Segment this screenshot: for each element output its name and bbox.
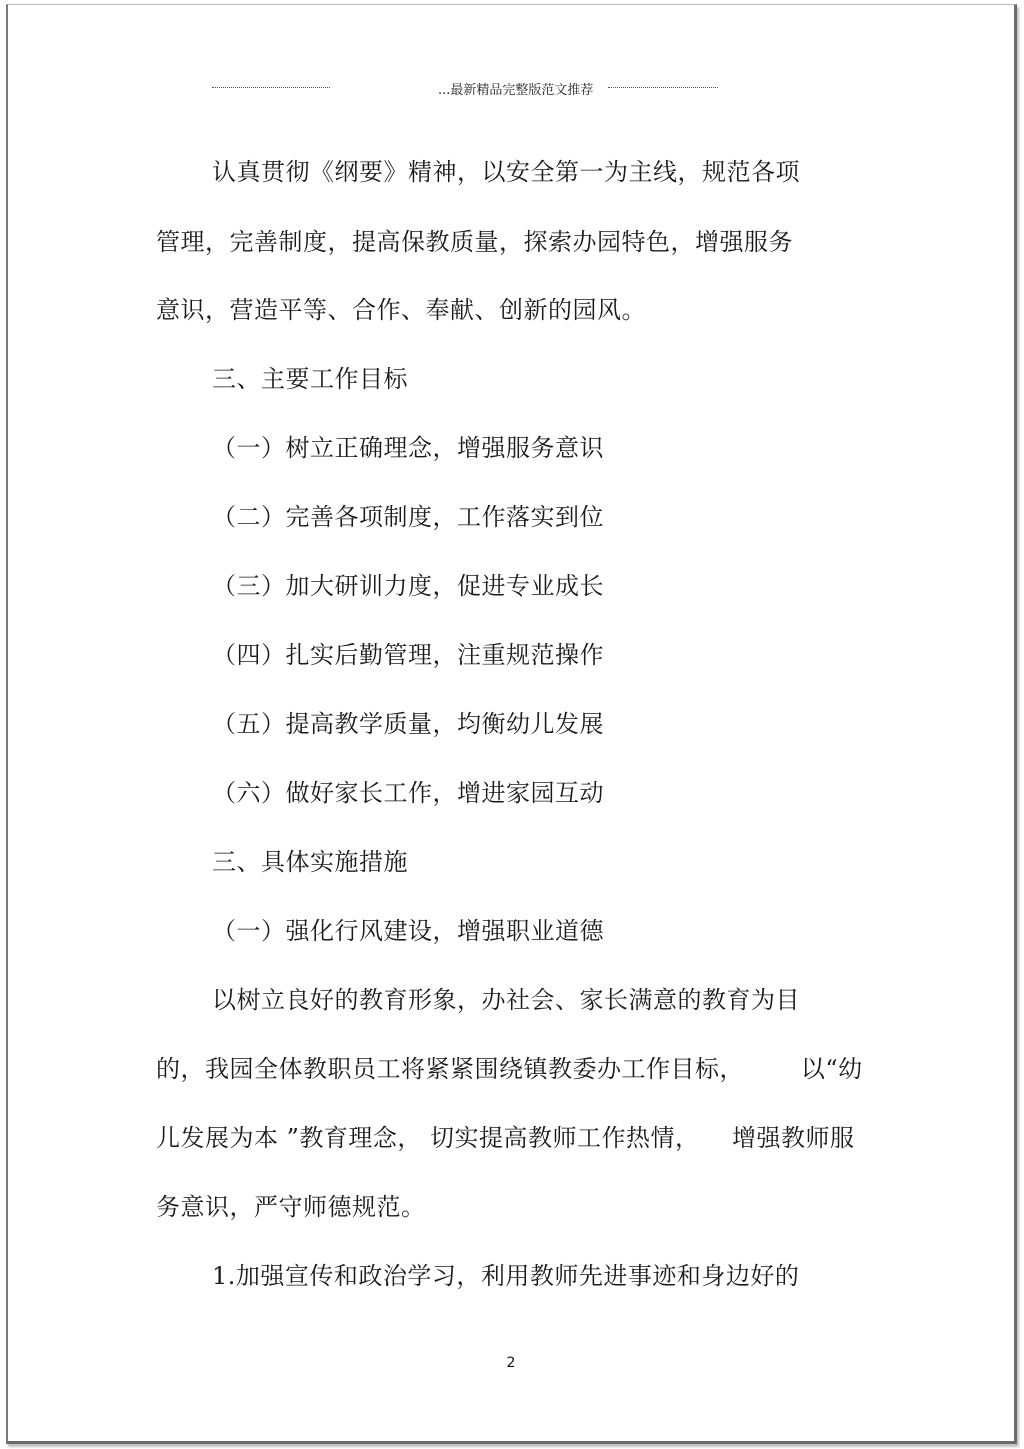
paragraph-line: 的，我园全体教职员工将紧紧围绕镇教委办工作目标， 以“幼 (156, 1055, 863, 1083)
list-item: （二）完善各项制度，工作落实到位 (212, 503, 604, 531)
list-item: （一）树立正确理念，增强服务意识 (212, 434, 604, 462)
numbered-item: 1.加强宣传和政治学习，利用教师先进事迹和身边好的 (212, 1262, 800, 1290)
paragraph-line: 意识，营造平等、合作、奉献、创新的园风。 (156, 296, 646, 324)
section-heading: 三、具体实施措施 (212, 848, 408, 876)
header-dotted-rule-right (608, 87, 718, 88)
list-item: （三）加大研训力度，促进专业成长 (212, 572, 604, 600)
paragraph-line: 管理，完善制度，提高保教质量，探索办园特色，增强服务 (156, 228, 793, 256)
page-header (8, 79, 1014, 99)
list-item: （六）做好家长工作，增进家园互动 (212, 779, 604, 807)
section-heading: 三、主要工作目标 (212, 365, 408, 393)
paragraph-line: 务意识，严守师德规范。 (156, 1193, 426, 1221)
list-item: （四）扎实后勤管理，注重规范操作 (212, 641, 604, 669)
page-number: 2 (506, 1355, 516, 1371)
paragraph-line: 认真贯彻《纲要》精神，以安全第一为主线，规范各项 (212, 158, 800, 186)
document-page (6, 4, 1017, 1444)
paragraph-line: 儿发展为本 ”教育理念， 切实提高教师工作热情， 增强教师服 (156, 1124, 855, 1152)
header-text: ...最新精品完整版范文推荐 (438, 83, 594, 98)
sub-heading: （一）强化行风建设，增强职业道德 (212, 917, 604, 945)
header-dotted-rule-left (212, 87, 330, 88)
paragraph-line: 以树立良好的教育形象，办社会、家长满意的教育为目 (212, 986, 800, 1014)
list-item: （五）提高教学质量，均衡幼儿发展 (212, 710, 604, 738)
